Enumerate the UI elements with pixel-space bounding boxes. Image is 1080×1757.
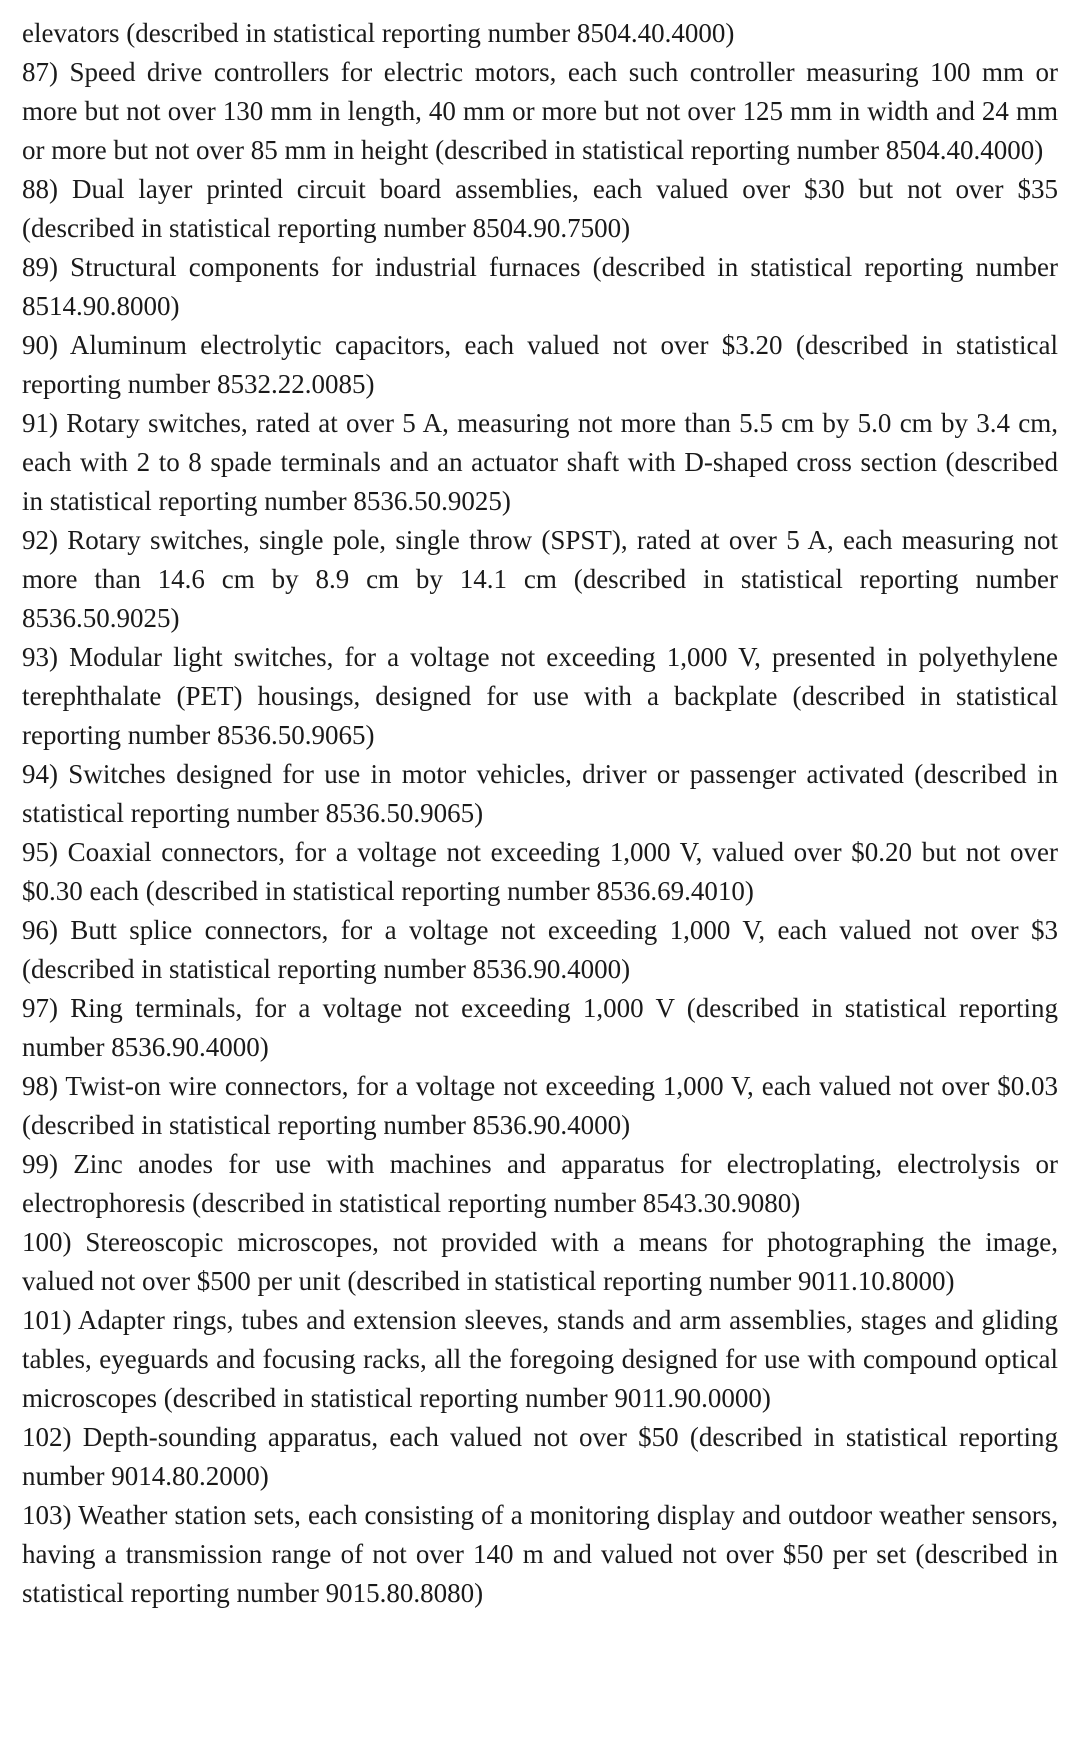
continuation-paragraph: elevators (described in statistical reporting number 8504.40.4000)	[22, 18, 735, 48]
list-item-91: 91) Rotary switches, rated at over 5 A, measuring not more than 5.5 cm by 5.0 cm by 3.4 cm, each with 2 to 8 spade terminals and an actuator shaft with D-shaped cross section (described in statistical reporting number 8536.50.9025)	[22, 408, 1058, 516]
list-item-92: 92) Rotary switches, single pole, single throw (SPST), rated at over 5 A, each measuring not more than 14.6 cm by 8.9 cm by 14.1 cm (described in statistical reporting number 8536.50.9025)	[22, 525, 1058, 633]
list-item-98: 98) Twist-on wire connectors, for a voltage not exceeding 1,000 V, each valued not over $0.03 (described in statistical reporting number 8536.90.4000)	[22, 1071, 1058, 1140]
list-item-94: 94) Switches designed for use in motor vehicles, driver or passenger activated (described in statistical reporting number 8536.50.9065)	[22, 759, 1058, 828]
list-item-87: 87) Speed drive controllers for electric motors, each such controller measuring 100 mm or more but not over 130 mm in length, 40 mm or more but not over 125 mm in width and 24 mm or more but not over 85 mm in height (described in statistical reporting number 8504.40.4000)	[22, 57, 1058, 165]
list-item-89: 89) Structural components for industrial furnaces (described in statistical reporting number 8514.90.8000)	[22, 252, 1058, 321]
list-item-100: 100) Stereoscopic microscopes, not provided with a means for photographing the image, valued not over $500 per unit (described in statistical reporting number 9011.10.8000)	[22, 1227, 1058, 1296]
list-item-95: 95) Coaxial connectors, for a voltage not exceeding 1,000 V, valued over $0.20 but not over $0.30 each (described in statistical reporting number 8536.69.4010)	[22, 837, 1058, 906]
document-page	[22, 14, 1058, 1613]
list-item-88: 88) Dual layer printed circuit board assemblies, each valued over $30 but not over $35 (described in statistical reporting number 8504.90.7500)	[22, 174, 1058, 243]
list-item-101: 101) Adapter rings, tubes and extension sleeves, stands and arm assemblies, stages and gliding tables, eyeguards and focusing racks, all the foregoing designed for use with compound optical microscopes (described in statistical reporting number 9011.90.0000)	[22, 1305, 1058, 1413]
list-item-103: 103) Weather station sets, each consisting of a monitoring display and outdoor weather sensors, having a transmission range of not over 140 m and valued not over $50 per set (described in statistical reporting number 9015.80.8080)	[22, 1500, 1058, 1608]
list-item-93: 93) Modular light switches, for a voltage not exceeding 1,000 V, presented in polyethylene terephthalate (PET) housings, designed for use with a backplate (described in statistical reporting number 8536.50.9065)	[22, 642, 1058, 750]
list-item-102: 102) Depth-sounding apparatus, each valued not over $50 (described in statistical reporting number 9014.80.2000)	[22, 1422, 1058, 1491]
list-item-97: 97) Ring terminals, for a voltage not exceeding 1,000 V (described in statistical reporting number 8536.90.4000)	[22, 993, 1058, 1062]
list-item-90: 90) Aluminum electrolytic capacitors, each valued not over $3.20 (described in statistical reporting number 8532.22.0085)	[22, 330, 1058, 399]
list-item-96: 96) Butt splice connectors, for a voltage not exceeding 1,000 V, each valued not over $3 (described in statistical reporting number 8536.90.4000)	[22, 915, 1058, 984]
list-item-99: 99) Zinc anodes for use with machines and apparatus for electroplating, electrolysis or electrophoresis (described in statistical reporting number 8543.30.9080)	[22, 1149, 1058, 1218]
